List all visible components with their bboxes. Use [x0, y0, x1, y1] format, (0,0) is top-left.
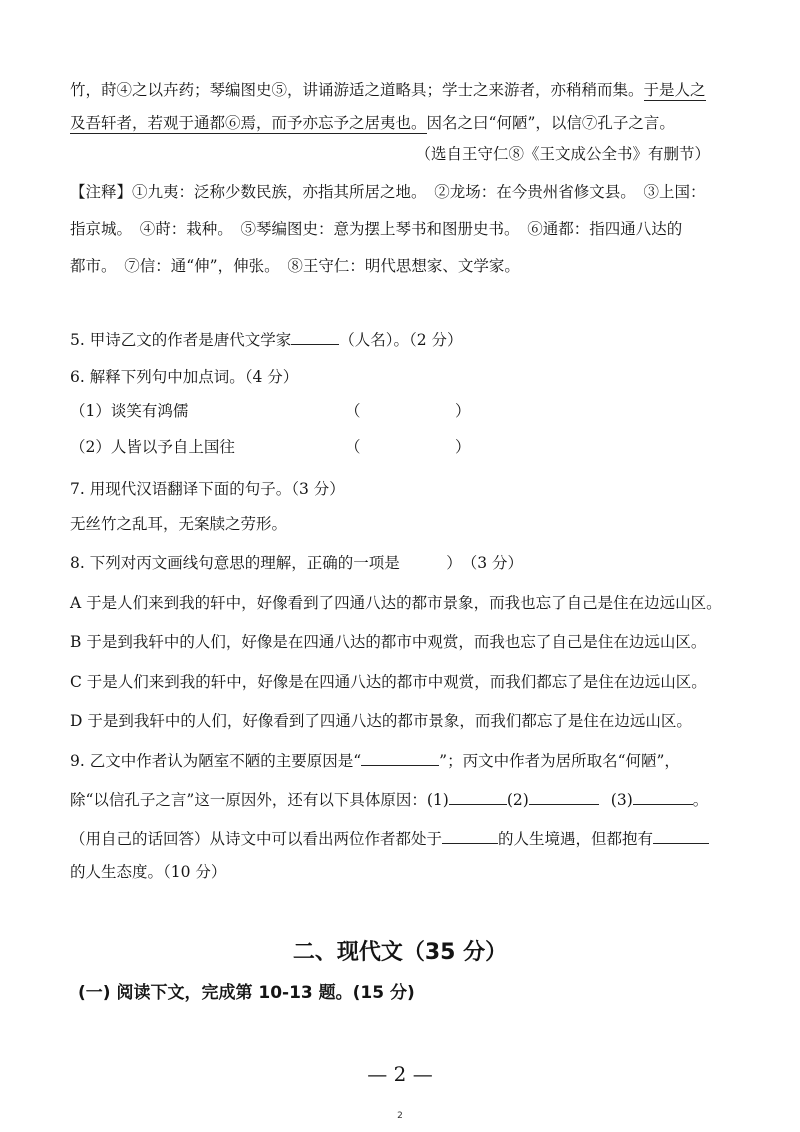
question-text: (2)	[506, 791, 529, 809]
notes-line-1: 【注释】①九夷：泛称少数民族，亦指其所居之地。 ②龙场：在今贵州省修文县。 ③上国：	[70, 183, 706, 201]
scan-page-number: 2	[397, 1111, 403, 1121]
answer-blank[interactable]	[653, 829, 709, 844]
question-7: 7. 用现代汉语翻译下面的句子。（3 分）	[70, 480, 345, 498]
passage-text: 竹，莳④之以卉药；琴编图史⑤，讲诵游适之道略具；学士之来游者，亦稍稍而集。	[70, 81, 644, 99]
question-9-line-2	[70, 790, 708, 810]
question-text: 除“以信孔子之言”这一原因外，还有以下具体原因：(1)	[70, 791, 449, 809]
question-text: （2）人皆以予自上国往	[70, 438, 235, 456]
answer-paren-left[interactable]: （	[345, 402, 361, 420]
answer-paren-right: ）	[455, 438, 471, 456]
answer-blank[interactable]	[291, 330, 339, 345]
question-6-item-2	[70, 437, 471, 457]
answer-blank[interactable]	[529, 790, 599, 805]
question-8-option-d[interactable]: D 于是到我轩中的人们，好像看到了四通八达的都市景象，而我们都忘了是住在边远山区。	[70, 712, 692, 730]
question-text: 。	[692, 791, 709, 809]
underlined-text: 于是人之	[643, 81, 706, 99]
answer-blank[interactable]	[361, 751, 439, 766]
question-8-option-c[interactable]: C 于是人们来到我的轩中，好像是在四通八达的都市中观赏，而我们都忘了是住在边远山区。	[70, 673, 707, 691]
underlined-text: 及吾轩者，若观于通都⑥焉，而予亦忘予之居夷也。	[70, 114, 427, 132]
question-text: 的人生境遇，但都抱有	[498, 830, 654, 848]
question-8-option-a[interactable]: A 于是人们来到我的轩中，好像看到了四通八达的都市景象，而我也忘了自己是住在边远山区。	[70, 594, 722, 612]
passage-text: 因名之曰“何陋”，以信⑦孔子之言。	[426, 114, 675, 132]
subsection-title: (一) 阅读下文，完成第 10-13 题。(15 分)	[78, 983, 415, 1003]
question-text: 5. 甲诗乙文的作者是唐代文学家	[70, 331, 292, 349]
question-text: （1）谈笑有鸿儒	[70, 402, 189, 420]
question-6-item-1	[70, 401, 471, 421]
question-text: （用自己的话回答）从诗文中可以看出两位作者都处于	[70, 830, 443, 848]
question-9-line-4: 的人生态度。（10 分）	[70, 863, 227, 881]
answer-paren-right: ）	[455, 402, 471, 420]
answer-blank[interactable]	[633, 790, 693, 805]
question-9-line-1	[70, 751, 680, 771]
question-8-option-b[interactable]: B 于是到我轩中的人们，好像是在四通八达的都市中观赏，而我也忘了自己是住在边远山区。	[70, 633, 707, 651]
answer-blank[interactable]	[442, 829, 498, 844]
question-text: （人名）。（2 分）	[339, 331, 463, 349]
question-text: 9. 乙文中作者认为陋室不陋的主要原因是“	[70, 752, 362, 770]
question-8: 8. 下列对丙文画线句意思的理解，正确的一项是 ） （3 分）	[70, 554, 524, 572]
notes-line-3: 都市。 ⑦信：通“伸”，伸张。 ⑧王守仁：明代思想家、文学家。	[70, 257, 520, 275]
question-text: ”；丙文中作者为居所取名“何陋”，	[439, 752, 680, 770]
question-5	[70, 330, 463, 350]
passage-line-1	[70, 80, 706, 100]
page-number: — 2 —	[367, 1062, 433, 1086]
answer-paren-left[interactable]: （	[345, 438, 361, 456]
question-7-sentence: 无丝竹之乱耳，无案牍之劳形。	[70, 515, 288, 533]
passage-source: （选自王守仁⑧《王文成公全书》有删节）	[415, 145, 710, 163]
question-6: 6. 解释下列句中加点词。（4 分）	[70, 368, 299, 386]
question-text: (3)	[610, 791, 633, 809]
notes-line-2: 指京城。 ④莳：栽种。 ⑤琴编图史：意为摆上琴书和图册史书。 ⑥通都：指四通八达的	[70, 220, 683, 238]
section-title: 二、现代文（35 分）	[292, 940, 508, 965]
answer-blank[interactable]	[449, 790, 507, 805]
passage-line-2	[70, 113, 675, 133]
question-9-line-3	[70, 829, 709, 849]
